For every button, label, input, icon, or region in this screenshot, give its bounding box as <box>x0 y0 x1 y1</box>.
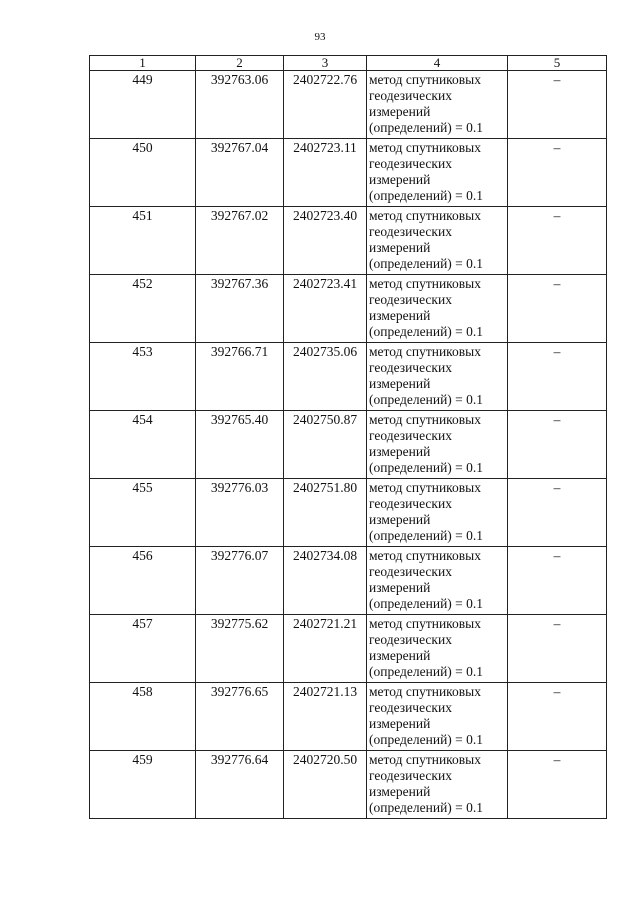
table-row <box>90 275 607 343</box>
y-coordinate-cell: 2402723.40 <box>284 207 367 275</box>
column-5-cell: – <box>508 683 607 751</box>
method-line: (определений) = 0.1 <box>369 392 484 407</box>
table-row <box>90 479 607 547</box>
y-coordinate-cell: 2402723.11 <box>284 139 367 207</box>
method-line: измерений <box>369 444 431 459</box>
method-cell <box>367 615 508 683</box>
column-5-cell: – <box>508 751 607 819</box>
y-coordinate-cell: 2402751.80 <box>284 479 367 547</box>
method-line: измерений <box>369 308 431 323</box>
column-5-cell: – <box>508 207 607 275</box>
point-number-cell: 451 <box>90 207 196 275</box>
point-number-cell: 458 <box>90 683 196 751</box>
method-line: геодезических <box>369 156 452 171</box>
method-line: (определений) = 0.1 <box>369 664 484 679</box>
method-line: (определений) = 0.1 <box>369 732 484 747</box>
column-header-2: 2 <box>196 56 284 71</box>
method-line: измерений <box>369 580 431 595</box>
column-5-cell: – <box>508 275 607 343</box>
table-row <box>90 411 607 479</box>
point-number-cell: 452 <box>90 275 196 343</box>
x-coordinate-cell: 392763.06 <box>196 71 284 139</box>
method-line: метод спутниковых <box>369 548 481 563</box>
method-line: измерений <box>369 240 431 255</box>
method-line: (определений) = 0.1 <box>369 324 484 339</box>
method-cell <box>367 547 508 615</box>
page-number: 93 <box>314 31 326 43</box>
method-line: (определений) = 0.1 <box>369 188 484 203</box>
x-coordinate-cell: 392766.71 <box>196 343 284 411</box>
column-5-cell: – <box>508 343 607 411</box>
table-row <box>90 751 607 819</box>
method-line: метод спутниковых <box>369 412 481 427</box>
point-number-cell: 456 <box>90 547 196 615</box>
table-row <box>90 547 607 615</box>
method-line: метод спутниковых <box>369 616 481 631</box>
method-line: (определений) = 0.1 <box>369 120 484 135</box>
y-coordinate-cell: 2402720.50 <box>284 751 367 819</box>
column-header-5: 5 <box>508 56 607 71</box>
x-coordinate-cell: 392776.64 <box>196 751 284 819</box>
method-cell <box>367 751 508 819</box>
column-5-cell: – <box>508 615 607 683</box>
method-line: метод спутниковых <box>369 140 481 155</box>
x-coordinate-cell: 392776.65 <box>196 683 284 751</box>
point-number-cell: 450 <box>90 139 196 207</box>
column-5-cell: – <box>508 479 607 547</box>
method-line: геодезических <box>369 768 452 783</box>
point-number-cell: 453 <box>90 343 196 411</box>
method-cell <box>367 275 508 343</box>
method-line: измерений <box>369 172 431 187</box>
column-5-cell: – <box>508 139 607 207</box>
y-coordinate-cell: 2402721.21 <box>284 615 367 683</box>
x-coordinate-cell: 392767.02 <box>196 207 284 275</box>
method-line: измерений <box>369 512 431 527</box>
x-coordinate-cell: 392775.62 <box>196 615 284 683</box>
method-line: геодезических <box>369 88 452 103</box>
method-line: измерений <box>369 784 431 799</box>
header-row <box>90 56 607 71</box>
method-line: геодезических <box>369 292 452 307</box>
point-number-cell: 455 <box>90 479 196 547</box>
method-line: геодезических <box>369 632 452 647</box>
method-line: метод спутниковых <box>369 276 481 291</box>
table-row <box>90 207 607 275</box>
method-line: геодезических <box>369 496 452 511</box>
y-coordinate-cell: 2402750.87 <box>284 411 367 479</box>
column-5-cell: – <box>508 547 607 615</box>
table-row <box>90 615 607 683</box>
column-header-3: 3 <box>284 56 367 71</box>
x-coordinate-cell: 392767.36 <box>196 275 284 343</box>
coordinates-table <box>89 55 607 819</box>
method-line: (определений) = 0.1 <box>369 800 484 815</box>
method-cell <box>367 207 508 275</box>
method-line: метод спутниковых <box>369 72 481 87</box>
table-row <box>90 139 607 207</box>
method-line: измерений <box>369 104 431 119</box>
table-header <box>90 56 607 71</box>
method-line: (определений) = 0.1 <box>369 460 484 475</box>
method-line: измерений <box>369 376 431 391</box>
point-number-cell: 459 <box>90 751 196 819</box>
method-line: (определений) = 0.1 <box>369 596 484 611</box>
table-row <box>90 343 607 411</box>
x-coordinate-cell: 392767.04 <box>196 139 284 207</box>
point-number-cell: 457 <box>90 615 196 683</box>
point-number-cell: 449 <box>90 71 196 139</box>
table-row <box>90 683 607 751</box>
method-line: метод спутниковых <box>369 480 481 495</box>
y-coordinate-cell: 2402735.06 <box>284 343 367 411</box>
method-line: геодезических <box>369 700 452 715</box>
x-coordinate-cell: 392776.07 <box>196 547 284 615</box>
point-number-cell: 454 <box>90 411 196 479</box>
column-5-cell: – <box>508 411 607 479</box>
column-5-cell: – <box>508 71 607 139</box>
method-line: измерений <box>369 716 431 731</box>
column-header-1: 1 <box>90 56 196 71</box>
y-coordinate-cell: 2402734.08 <box>284 547 367 615</box>
table-body <box>90 71 607 819</box>
method-line: геодезических <box>369 428 452 443</box>
x-coordinate-cell: 392776.03 <box>196 479 284 547</box>
y-coordinate-cell: 2402723.41 <box>284 275 367 343</box>
method-cell <box>367 343 508 411</box>
method-line: геодезических <box>369 564 452 579</box>
method-line: измерений <box>369 648 431 663</box>
table-row <box>90 71 607 139</box>
method-line: (определений) = 0.1 <box>369 528 484 543</box>
method-line: метод спутниковых <box>369 752 481 767</box>
y-coordinate-cell: 2402721.13 <box>284 683 367 751</box>
method-cell <box>367 479 508 547</box>
method-line: метод спутниковых <box>369 208 481 223</box>
method-cell <box>367 683 508 751</box>
y-coordinate-cell: 2402722.76 <box>284 71 367 139</box>
method-line: геодезических <box>369 360 452 375</box>
method-cell <box>367 139 508 207</box>
method-cell <box>367 71 508 139</box>
method-line: метод спутниковых <box>369 344 481 359</box>
method-cell <box>367 411 508 479</box>
method-line: метод спутниковых <box>369 684 481 699</box>
method-line: геодезических <box>369 224 452 239</box>
x-coordinate-cell: 392765.40 <box>196 411 284 479</box>
column-header-4: 4 <box>367 56 508 71</box>
method-line: (определений) = 0.1 <box>369 256 484 271</box>
